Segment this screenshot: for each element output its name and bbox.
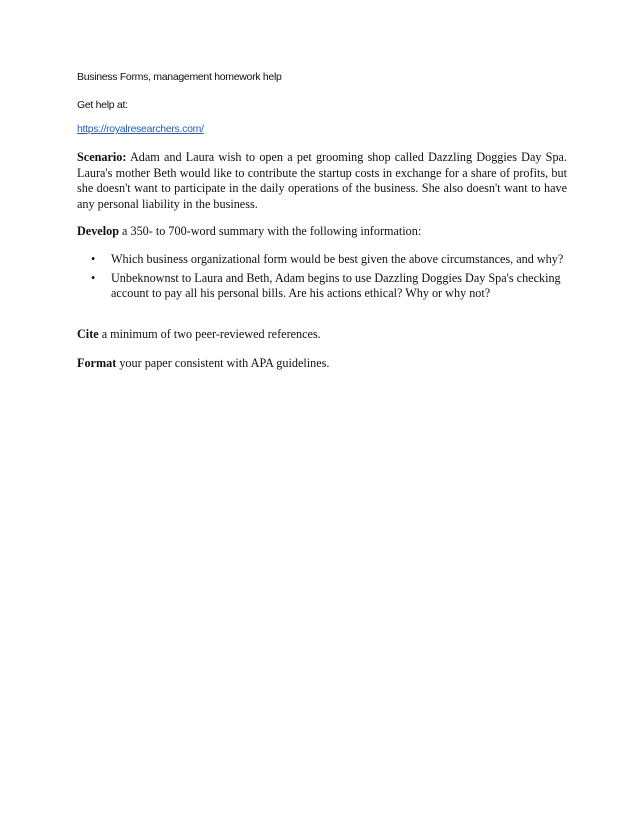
format-paragraph — [77, 356, 567, 372]
develop-text: a 350- to 700-word summary with the following information: — [118, 224, 422, 238]
document-title: Business Forms, management homework help — [77, 71, 282, 83]
scenario-text: Adam and Laura wish to open a pet grooming shop called Dazzling Doggies Day Spa. Laura's mother Beth would like to contribute the startup costs in exchange for a share of profits, but she doesn't want to participate in the daily operations of the business. She also doesn't want to have any personal liability in the business. — [77, 150, 567, 211]
format-text: your paper consistent with APA guidelines. — [116, 356, 330, 370]
task-text: Unbeknownst to Laura and Beth, Adam begins to use Dazzling Doggies Day Spa's checking account to pay all his personal bills. Are his actions ethical? Why or why not? — [111, 270, 561, 300]
help-label: Get help at: — [77, 99, 128, 111]
scenario-paragraph — [77, 150, 567, 212]
task-text: Which business organizational form would be best given the above circumstances, and why? — [111, 252, 564, 266]
help-link[interactable]: https://royalresearchers.com/ — [77, 123, 204, 135]
list-item — [77, 252, 567, 268]
bullet-icon: • — [91, 252, 96, 266]
cite-text: a minimum of two peer-reviewed references. — [98, 327, 321, 341]
cite-label: Cite — [77, 327, 99, 341]
task-list — [77, 252, 567, 305]
cite-paragraph — [77, 327, 567, 343]
list-item — [77, 271, 567, 302]
bullet-icon: • — [91, 270, 96, 285]
develop-label: Develop — [77, 224, 119, 238]
format-label: Format — [77, 356, 117, 370]
develop-paragraph — [77, 224, 567, 240]
scenario-label: Scenario: — [77, 150, 127, 164]
